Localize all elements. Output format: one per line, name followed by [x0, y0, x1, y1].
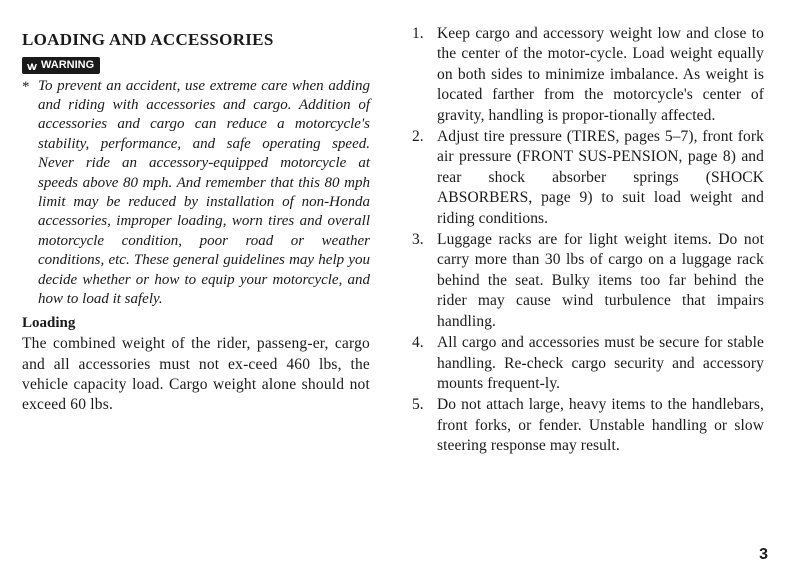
warning-badge	[22, 57, 100, 74]
warning-label: WARNING	[41, 59, 95, 71]
left-column	[22, 30, 370, 415]
guideline-text: Adjust tire pressure (TIRES, pages 5–7), front fork air pressure (FRONT SUS-PENSION, page 8) and rear shock absorber springs (SHOCK ABSORBERS, page 9) to suit load weight and riding conditions.	[437, 128, 764, 227]
guideline-item-4	[412, 333, 764, 394]
guideline-list	[412, 24, 764, 457]
hand-warning-icon	[26, 60, 38, 72]
warning-bullet: *	[22, 78, 30, 95]
guideline-text: Keep cargo and accessory weight low and close to the center of the motor-cycle. Load weight equally on both sides to minimize imbalance. As weight is located farther from the motorcycle's center of gravity, handling is propor-tionally affected.	[437, 25, 764, 124]
page-number: 3	[759, 546, 768, 563]
loading-heading: Loading	[22, 315, 76, 332]
guideline-text: Do not attach large, heavy items to the handlebars, front forks, or fender. Unstable handling or slow steering response may result.	[437, 396, 764, 455]
guideline-text: All cargo and accessories must be secure for stable handling. Re-check cargo security and accessory mounts frequent-ly.	[437, 334, 764, 392]
section-title: LOADING AND ACCESSORIES	[22, 30, 274, 49]
warning-body	[22, 77, 370, 310]
guideline-number: 4.	[412, 334, 424, 352]
guideline-item-3	[412, 230, 764, 332]
guideline-number: 1.	[412, 25, 424, 42]
guideline-number: 3.	[412, 231, 424, 249]
guideline-item-1	[412, 24, 764, 126]
guideline-item-2	[412, 127, 764, 229]
guideline-text: Luggage racks are for light weight items. Do not carry more than 30 lbs of cargo on a luggage rack behind the seat. Bulky items too far behind the rider may cause wind turbulence that impairs handling.	[437, 231, 764, 330]
guideline-number: 2.	[412, 128, 424, 146]
guideline-item-5	[412, 395, 764, 456]
warning-text: To prevent an accident, use extreme care when adding and riding with accessories and cargo. Addition of accessories and cargo can reduce a motorcycle's stability, performance, and safe operating speed. Never ride an accessory-equipped motorcycle at speeds above 80 mph. And remember that this 80 mph limit may be reduced by installation of non-Honda accessories, improper loading, worn tires and overall motorcycle condition, poor road or weather conditions, etc. These general guidelines may help you decide whether or how to equip your motorcycle, and how to load it safely.	[38, 77, 370, 307]
right-column	[412, 24, 764, 458]
loading-paragraph: The combined weight of the rider, passeng-er, cargo and all accessories must not ex-ceed 460 lbs, the vehicle capacity load. Cargo weight alone should not exceed 60 lbs.	[22, 335, 370, 413]
guideline-number: 5.	[412, 396, 424, 414]
